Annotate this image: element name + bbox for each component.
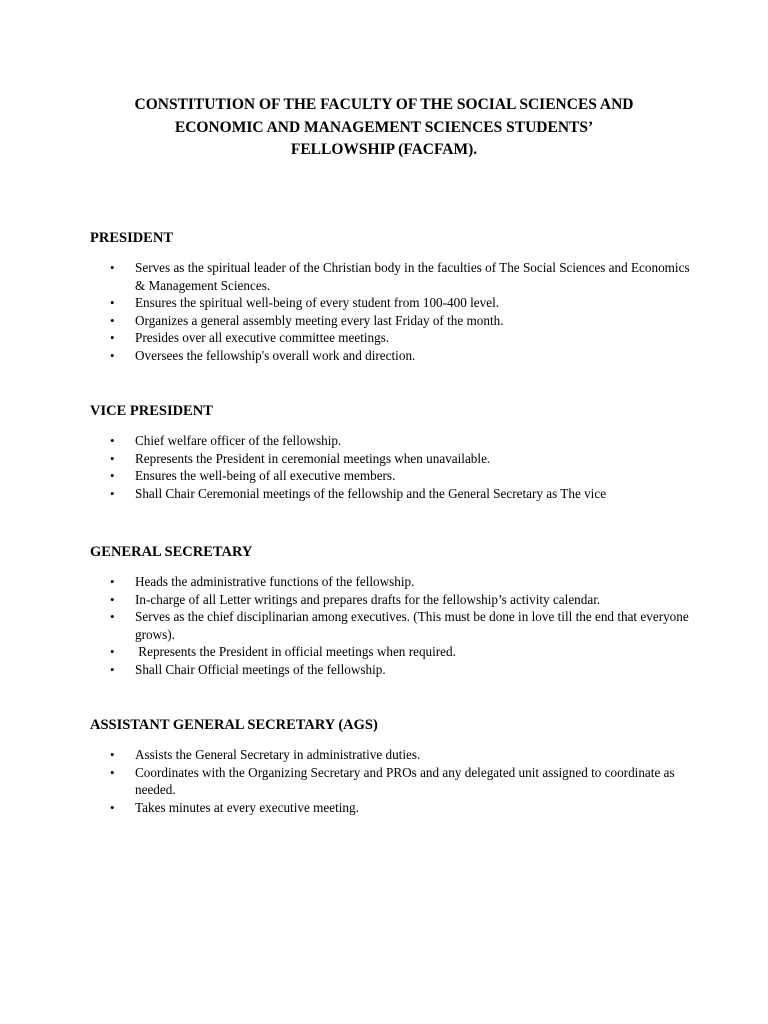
duty-list — [90, 432, 690, 502]
bullet-icon: • — [110, 485, 115, 501]
duty-list — [90, 573, 690, 679]
list-item — [90, 347, 690, 365]
duty-list — [90, 259, 690, 365]
list-item — [90, 294, 690, 312]
list-item-text: Assists the General Secretary in administrative duties. — [135, 747, 421, 762]
bullet-icon: • — [110, 799, 115, 815]
bullet-icon: • — [110, 347, 115, 363]
list-item — [90, 573, 690, 591]
list-item — [90, 329, 690, 347]
list-item — [90, 764, 690, 799]
list-item-text: Shall Chair Ceremonial meetings of the fellowship and the General Secretary as The vice — [135, 485, 607, 501]
list-item-text: Organizes a general assembly meeting every last Friday of the month. — [135, 312, 504, 328]
bullet-icon: • — [110, 312, 115, 328]
bullet-icon: • — [110, 661, 115, 677]
list-item-text: Coordinates with the Organizing Secretary and PROs and any delegated unit assigned to coordinate as needed. — [135, 764, 675, 798]
list-item-text: Serves as the chief disciplinarian among executives. (This must be done in love till the end that everyone grows). — [135, 609, 689, 642]
list-item — [90, 450, 690, 468]
list-item-text: Shall Chair Official meetings of the fellowship. — [135, 661, 386, 677]
section-assistant-general-secretary — [90, 716, 690, 816]
list-item-text: Presides over all executive committee meetings. — [135, 330, 390, 346]
bullet-icon: • — [110, 574, 115, 589]
list-item-text: Represents the President in official meetings when required. — [135, 644, 456, 660]
bullet-icon: • — [110, 260, 115, 275]
list-item — [90, 608, 690, 643]
section-president — [90, 229, 690, 365]
bullet-icon: • — [110, 330, 115, 346]
list-item-text: Chief welfare officer of the fellowship. — [135, 433, 342, 448]
list-item — [90, 661, 690, 679]
list-item — [90, 467, 690, 485]
list-item — [90, 746, 690, 764]
bullet-icon: • — [110, 764, 115, 780]
list-item-text: Represents the President in ceremonial meetings when unavailable. — [135, 450, 491, 466]
section-general-secretary — [90, 543, 690, 679]
list-item — [90, 591, 690, 609]
list-item — [90, 259, 690, 294]
bullet-icon: • — [110, 644, 115, 660]
section-vice-president — [90, 402, 690, 502]
title-line: CONSTITUTION OF THE FACULTY OF THE SOCIAL SCIENCES AND — [134, 96, 634, 113]
duty-list — [90, 746, 690, 816]
list-item-text: Heads the administrative functions of the fellowship. — [135, 574, 415, 589]
list-item — [90, 799, 690, 817]
list-item — [90, 485, 690, 503]
bullet-icon: • — [110, 609, 115, 625]
section-heading: ASSISTANT GENERAL SECRETARY (AGS) — [90, 717, 378, 733]
list-item-text: Serves as the spiritual leader of the Christian body in the faculties of The Social Sciences and Economics & Management Sciences. — [135, 260, 690, 293]
section-heading: VICE PRESIDENT — [90, 403, 213, 419]
bullet-icon: • — [110, 591, 115, 607]
section-heading: PRESIDENT — [90, 230, 173, 246]
list-item-text: Takes minutes at every executive meeting. — [135, 799, 359, 815]
list-item-text: Ensures the spiritual well-being of every student from 100-400 level. — [135, 295, 500, 311]
list-item — [90, 312, 690, 330]
list-item-text: Oversees the fellowship's overall work and direction. — [135, 347, 416, 363]
title-line: ECONOMIC AND MANAGEMENT SCIENCES STUDENTS’ — [174, 118, 594, 136]
list-item — [90, 432, 690, 450]
bullet-icon: • — [110, 295, 115, 311]
document-title — [80, 94, 688, 162]
bullet-icon: • — [110, 468, 115, 484]
section-heading: GENERAL SECRETARY — [90, 544, 253, 560]
title-line: FELLOWSHIP (FACFAM). — [290, 141, 478, 158]
bullet-icon: • — [110, 747, 115, 762]
bullet-icon: • — [110, 450, 115, 466]
list-item-text: Ensures the well-being of all executive members. — [135, 468, 396, 484]
list-item — [90, 643, 690, 661]
bullet-icon: • — [110, 433, 115, 448]
list-item-text: In-charge of all Letter writings and prepares drafts for the fellowship’s activity calendar. — [135, 591, 601, 607]
